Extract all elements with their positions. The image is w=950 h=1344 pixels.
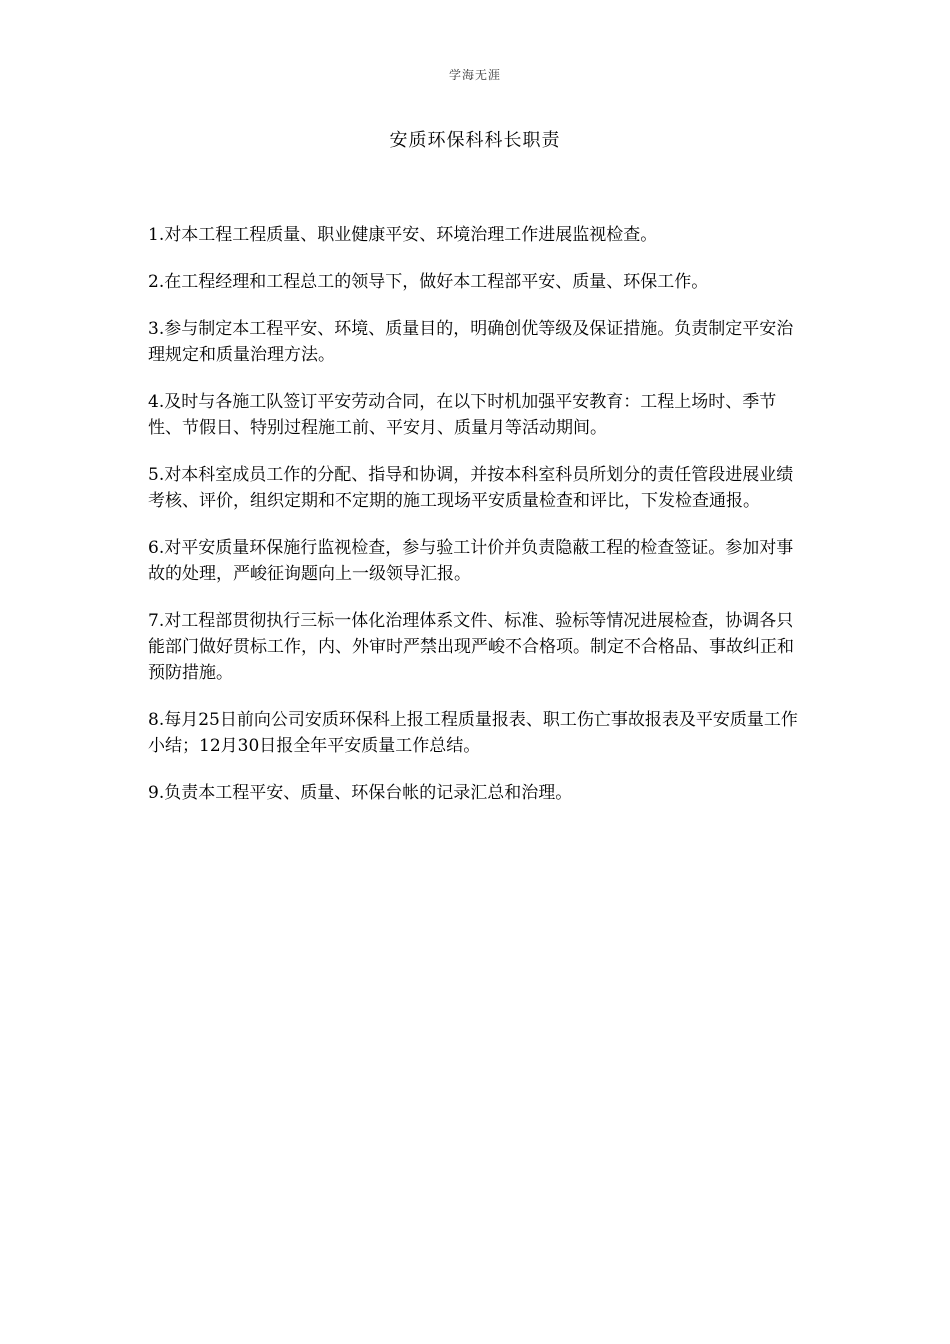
duty-item-5: 5.对本科室成员工作的分配、指导和协调，并按本科室科员所划分的责任管段进展业绩考核、评价，组织定期和不定期的施工现场平安质量检查和评比，下发检查通报。 [148,465,794,511]
duty-item-8: 8.每月25日前向公司安质环保科上报工程质量报表、职工伤亡事故报表及平安质量工作小结；12月30日报全年平安质量工作总结。 [148,710,798,756]
duty-item-4: 4.及时与各施工队签订平安劳动合同，在以下时机加强平安教育：工程上场时、季节性、节假日、特别过程施工前、平安月、质量月等活动期间。 [148,392,777,438]
duty-item-6: 6.对平安质量环保施行监视检查，参与验工计价并负责隐蔽工程的检查签证。参加对事故的处理，严峻征询题向上一级领导汇报。 [148,538,794,584]
document-title: 安质环保科科长职责 [389,130,561,151]
duty-item-1: 1.对本工程工程质量、职业健康平安、环境治理工作进展监视检查。 [148,225,658,245]
duty-item-3: 3.参与制定本工程平安、环境、质量目的，明确创优等级及保证措施。负责制定平安治理规定和质量治理方法。 [148,319,794,365]
duty-item-9: 9.负责本工程平安、质量、环保台帐的记录汇总和治理。 [148,783,573,803]
duty-item-7: 7.对工程部贯彻执行三标一体化治理体系文件、标准、验标等情况进展检查，协调各只能部门做好贯标工作，内、外审时严禁出现严峻不合格项。制定不合格品、事故纠正和预防措施。 [148,611,794,683]
duty-list [148,222,808,827]
page-header: 学海无涯 [448,68,501,82]
duty-item-2: 2.在工程经理和工程总工的领导下，做好本工程部平安、质量、环保工作。 [148,272,709,292]
